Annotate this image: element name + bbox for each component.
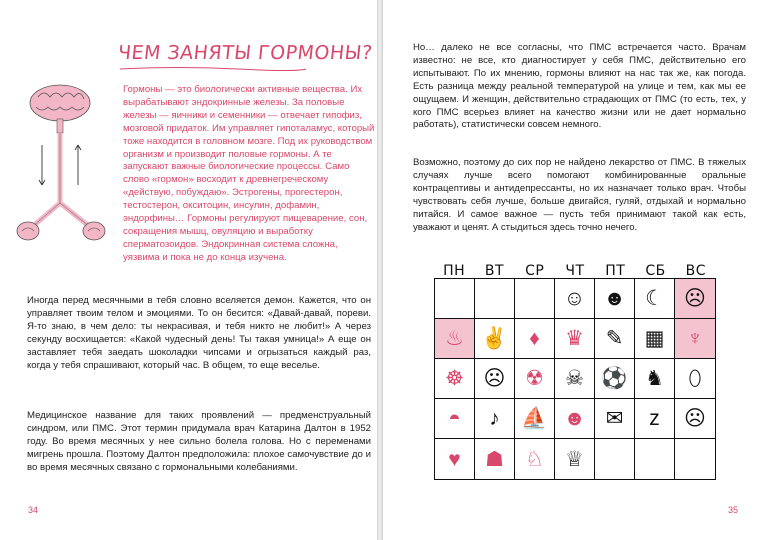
weekday-header [434, 263, 716, 279]
weekday-label: ВС [685, 263, 707, 279]
screaming-woman-icon: ♛ [565, 327, 584, 350]
drop-icon: ♦ [529, 327, 540, 350]
calendar-cell [435, 399, 475, 439]
smile-icon: ☺ [563, 287, 586, 310]
paragraph-treatment: Возможно, поэтому до сих пор не найдено лекарство от ПМС. В тяжелых случаях лучше всего помогают комбинированные оральные контрацептивы и антидепрессанты, но их назначает только врач. Чтобы чувствовать себя лучше, больше двигайся, гуляй, отдыхай и нормально питайся. И самое важное — пусть тебя принимают такой как есть, уважают и ценят. А стыдиться здесь точно нечего. [413, 157, 746, 233]
calendar-cell [675, 439, 715, 479]
flamingo-icon: ♆ [687, 327, 703, 350]
calendar-cell [595, 319, 635, 359]
page-number: 35 [728, 505, 739, 515]
cool-face-icon: ☻ [603, 287, 626, 310]
bath-icon: ♨ [445, 327, 464, 350]
note-icon: ✎ [605, 327, 624, 350]
unicorn-icon: ♘ [525, 447, 544, 471]
weekday-label: СР [525, 263, 545, 279]
weekday-label: СБ [645, 263, 666, 279]
alien-icon: ☠ [565, 367, 584, 390]
calendar-cell [475, 399, 515, 439]
calendar-cell [675, 279, 715, 319]
calendar-cell [435, 359, 475, 399]
calendar-cell [435, 439, 475, 479]
calendar-cell [635, 279, 675, 319]
hormone-diagram-icon [12, 75, 112, 250]
left-page [0, 0, 377, 540]
calendar-cell [555, 279, 595, 319]
right-page [383, 0, 760, 540]
calendar-cell [555, 359, 595, 399]
angry-face-icon: ☹ [483, 367, 506, 390]
calendar-cell [595, 439, 635, 479]
crying-face-icon: ☹ [684, 287, 706, 310]
calendar-cell [595, 279, 635, 319]
calendar-cell [675, 319, 715, 359]
calendar-cell [435, 319, 475, 359]
soccer-ball-icon: ⚽ [601, 367, 628, 390]
calendar-cell [515, 279, 555, 319]
calendar-cell [635, 319, 675, 359]
calendar-cell [515, 399, 555, 439]
page-number: 34 [28, 505, 39, 515]
calendar-cell [595, 359, 635, 399]
weekday-label: ЧТ [565, 263, 585, 279]
burger-icon: ☗ [485, 447, 504, 471]
cyclist-icon: ☸ [445, 367, 464, 390]
calendar-cell [515, 319, 555, 359]
calendar-cell [635, 359, 675, 399]
trophy-icon: ♕ [565, 447, 584, 471]
page-title: ЧЕМ ЗАНЯТЫ ГОРМОНЫ? [116, 42, 374, 64]
weekday-label: ПН [443, 263, 466, 279]
watermelon-icon: ◓ [448, 407, 461, 430]
paragraph-pms-term: Медицинское название для таких проявлений — предменструальный синдром, или ПМС. Этот термин придумала врач Катарина Далтон в 1952 году. Во время месячных у нее сильно болела голова. Но с переменами мигрень прошла. Поэтому Далтон предположила: плохое самочувствие до и во время месячных связано с гормональными колебаниями. [27, 410, 371, 473]
upset-face-icon: ☢ [525, 367, 544, 390]
sailboat-icon: ⛵ [521, 407, 548, 430]
calendar-cell [435, 279, 475, 319]
hormone-info-box: Гормоны — это биологически активные вещества. Их вырабатывают эндокринные железы. За половые железы — яичники и семенники — отвечает гипофиз, мозговой придаток. Им управляет гипоталамус, который тоже находится в головном мозге. Под их руководством организм и производит половые гормоны. А те запускают важные биологические процессы. Само слово «гормон» восходит к древнегреческому «действую, побуждаю». Эстрогены, прогестерон, тестостерон, окситоцин, инсулин, дофамин, эндорфины… Гормоны регулируют пищеварение, сон, сокращения мышц, овуляцию и выработку сперматозоидов. Эндокринная система сложна, уязвима и пока не до конца изучена. [123, 84, 375, 263]
weekday-label: ПТ [605, 263, 626, 279]
hand-icon: ✌ [481, 327, 508, 350]
calendar-cell [555, 319, 595, 359]
weekday-label: ВТ [484, 263, 504, 279]
dancer-icon: ♪ [489, 407, 500, 430]
chocolate-icon: ▦ [644, 327, 665, 350]
calendar-cell [555, 439, 595, 479]
grumpy-face-icon: ☹ [684, 407, 706, 430]
calendar-cell [595, 399, 635, 439]
calendar-cell [635, 439, 675, 479]
pig-icon: ☻ [563, 407, 586, 430]
egg-icon: ⬯ [688, 367, 702, 390]
heart-icon: ♥ [448, 447, 461, 471]
bag-icon: ✉ [605, 407, 624, 430]
moon-icon: ☾ [645, 287, 664, 310]
calendar-cell [675, 399, 715, 439]
calendar-cell [475, 439, 515, 479]
sleep-icon: z [649, 407, 660, 430]
paragraph-not-all-agree: Но… далеко не все согласны, что ПМС встречается часто. Врачам известно: не все, кто диагностирует у себя ПМС, действительно его испытывают. По их мнению, гормоны влияют на нас так же, как погода. Есть разница между реальной температурой на улице и тем, как мы ее ощущаем. И женщин, действительно страдающих от ПМС (то есть, тех, у кого ПМС всерьез влияет на качество жизни или не дает нормально работать), статистически совсем немного. [413, 42, 746, 131]
calendar-cell [635, 399, 675, 439]
title-underline [118, 66, 308, 72]
mood-calendar [434, 278, 716, 480]
calendar-cell [475, 359, 515, 399]
calendar-cell [515, 359, 555, 399]
teddy-bear-icon: ♞ [645, 367, 664, 390]
calendar-cell [515, 439, 555, 479]
calendar-cell [475, 319, 515, 359]
calendar-cell [675, 359, 715, 399]
paragraph-demon: Иногда перед месячными в тебя словно вселяется демон. Кажется, что он управляет твоим телом и эмоциями. То он бесится: «Давай-давай, пореви. Я-то знаю, в чем дело: ты некрасивая, и тебя никто не любит!» А через секунду восхищается: «Какой чудесный день! Ты такая умница!» А еще он заставляет тебя заедать шоколадки чипсами и огрызаться каждый раз, когда у тебя спрашивают, который час. В общем, то еще веселье. [27, 295, 371, 371]
calendar-cell [555, 399, 595, 439]
calendar-cell [475, 279, 515, 319]
